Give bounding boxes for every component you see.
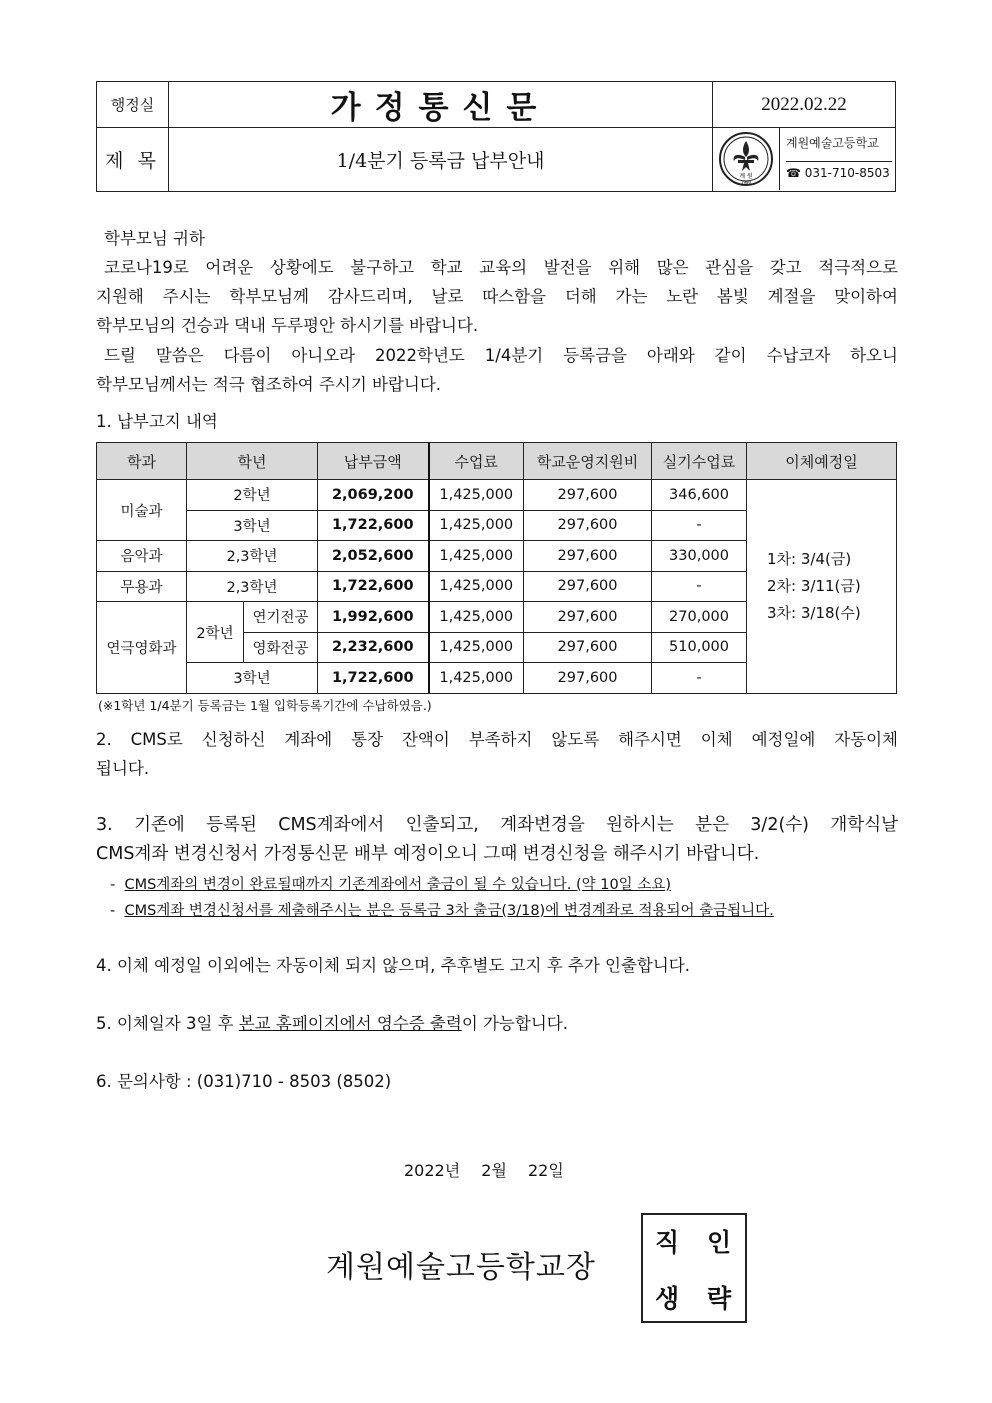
- total-cell: 1,722,600: [318, 663, 429, 694]
- support-cell: 297,600: [524, 510, 652, 541]
- subject-text: 1/4분기 등록금 납부안내: [169, 128, 713, 192]
- schedule-item: 2차: 3/11(금): [767, 576, 861, 595]
- logo-year: 1980: [740, 180, 752, 185]
- item-5: [96, 1009, 898, 1038]
- dept-cell: 연극영화과: [97, 602, 187, 694]
- item-6: 6. 문의사항 : (031)710 - 8503 (8502): [96, 1072, 392, 1091]
- paragraph-line: 학부모님께서는 적극 협조하여 주시기 바랍니다.: [96, 375, 442, 394]
- school-logo-icon: [718, 131, 774, 187]
- total-cell: 1,722,600: [318, 510, 429, 541]
- dept-cell: 미술과: [97, 480, 187, 541]
- practical-cell: 346,600: [652, 480, 747, 511]
- practical-cell: -: [652, 571, 747, 602]
- total-cell: 2,052,600: [318, 541, 429, 572]
- practical-cell: -: [652, 510, 747, 541]
- item-5-pre: 5. 이체일자 3일 후: [96, 1014, 239, 1033]
- fee-table: [96, 442, 897, 694]
- practical-cell: 270,000: [652, 602, 747, 633]
- item-5-post: 이 가능합니다.: [461, 1014, 568, 1033]
- paragraph-line: 코로나19로 어려운 상황에도 불구하고 학교 교육의 발전을 위해 많은 관심을 갖고 적극적으로: [104, 258, 898, 277]
- school-name: 계원예술고등학교: [786, 136, 879, 150]
- bullet-text: CMS계좌의 변경이 완료될때까지 기존계좌에서 출금이 될 수 있습니다. (약 10일 소요): [124, 877, 671, 893]
- paragraph-line: 드릴 말씀은 다름이 아니오라 2022학년도 1/4분기 등록금을 아래와 같이 수납코자 하오니: [104, 346, 898, 365]
- practical-cell: -: [652, 663, 747, 694]
- support-cell: 297,600: [524, 602, 652, 633]
- tuition-cell: 1,425,000: [429, 541, 524, 572]
- grade-cell: 2,3학년: [187, 571, 318, 602]
- paragraph-line: CMS계좌 변경신청서 가정통신문 배부 예정이오니 그때 변경신청을 해주시기 바랍니다.: [96, 844, 760, 864]
- col-header-schedule: 이체예정일: [747, 443, 897, 480]
- grade-cell: 2학년: [187, 602, 244, 663]
- tuition-cell: 1,425,000: [429, 571, 524, 602]
- total-cell: 2,069,200: [318, 480, 429, 511]
- total-cell: 2,232,600: [318, 632, 429, 663]
- col-header-practical: 실기수업료: [652, 443, 747, 480]
- support-cell: 297,600: [524, 571, 652, 602]
- support-cell: 297,600: [524, 663, 652, 694]
- item-2: [96, 725, 898, 783]
- col-header-support: 학교운영지원비: [524, 443, 652, 480]
- divider: [779, 128, 780, 190]
- major-cell: 영화전공: [244, 632, 318, 663]
- header-table: [96, 81, 896, 192]
- item-3-bullet-1: [110, 873, 671, 894]
- total-cell: 1,992,600: [318, 602, 429, 633]
- seal-char: 직: [655, 1228, 680, 1257]
- support-cell: 297,600: [524, 541, 652, 572]
- support-cell: 297,600: [524, 480, 652, 511]
- item-4: 4. 이체 예정일 이외에는 자동이체 되지 않으며, 추후별도 고지 후 추가 인출합니다.: [96, 956, 690, 975]
- paragraph-line: 2. CMS로 신청하신 계좌에 통장 잔액이 부족하지 않도록 해주시면 이체 예정일에 자동이체: [96, 730, 898, 749]
- principal-name: 계원예술고등학교장: [326, 1250, 596, 1285]
- table-row: [97, 480, 897, 511]
- tuition-cell: 1,425,000: [429, 632, 524, 663]
- subject-label: 제 목: [97, 128, 169, 192]
- paragraph-2: [96, 341, 898, 399]
- dept-cell: 무용과: [97, 571, 187, 602]
- paragraph-line: 3. 기존에 등록된 CMS계좌에서 인출되고, 계좌변경을 원하시는 분은 3/2(수) 개학식날: [96, 815, 898, 835]
- seal-char: 인: [707, 1228, 732, 1257]
- tuition-cell: 1,425,000: [429, 663, 524, 694]
- paragraph-line: 학부모님의 건승과 댁내 두루평안 하시기를 바랍니다.: [96, 316, 479, 335]
- col-header-total: 납부금액: [318, 443, 429, 480]
- bullet-dash: -: [110, 903, 116, 919]
- grade-cell: 3학년: [187, 510, 318, 541]
- seal-char: 생: [655, 1284, 680, 1313]
- total-cell: 1,722,600: [318, 571, 429, 602]
- major-cell: 연기전공: [244, 602, 318, 633]
- school-phone: ☎ 031-710-8503: [786, 161, 892, 184]
- paragraph-1: [96, 253, 898, 340]
- paragraph-line: 됩니다.: [96, 759, 150, 778]
- footer-date: 2022년 2월 22일: [404, 1161, 564, 1180]
- schedule-item: 3차: 3/18(수): [767, 603, 861, 622]
- document-date: 2022.02.22: [713, 82, 896, 128]
- practical-cell: 330,000: [652, 541, 747, 572]
- grade-cell: 2학년: [187, 480, 318, 511]
- dept-cell: 행정실: [97, 82, 169, 128]
- grade-cell: 2,3학년: [187, 541, 318, 572]
- col-header-dept: 학과: [97, 443, 187, 480]
- bullet-text: CMS계좌 변경신청서를 제출해주시는 분은 등록금 3차 출금(3/18)에 변경계좌로 적용되어 출금됩니다.: [124, 903, 774, 919]
- col-header-grade: 학년: [187, 443, 318, 480]
- table-note: (※1학년 1/4분기 등록금는 1월 입학등록기간에 수납하였음.): [98, 698, 432, 713]
- col-header-tuition: 수업료: [429, 443, 524, 480]
- bullet-dash: -: [110, 877, 116, 893]
- tuition-cell: 1,425,000: [429, 510, 524, 541]
- item-3: [96, 811, 898, 869]
- grade-cell: 3학년: [187, 663, 318, 694]
- homepage-receipt-link[interactable]: 본교 홈페이지에서 영수증 출력: [238, 1014, 462, 1033]
- item-3-bullet-2: [110, 899, 774, 920]
- seal-char: 략: [707, 1284, 732, 1313]
- official-seal: [641, 1213, 747, 1323]
- dept-cell: 음악과: [97, 541, 187, 572]
- logo-text: 계 원: [739, 173, 753, 180]
- tuition-cell: 1,425,000: [429, 480, 524, 511]
- section-1-heading: 1. 납부고지 내역: [96, 412, 218, 431]
- greeting: 학부모님 귀하: [104, 229, 205, 248]
- schedule-cell: [747, 480, 897, 694]
- tuition-cell: 1,425,000: [429, 602, 524, 633]
- support-cell: 297,600: [524, 632, 652, 663]
- document-title: 가정통신문: [169, 82, 713, 128]
- paragraph-line: 지원해 주시는 학부모님께 감사드리며, 날로 따스함을 더해 가는 노란 봄빛 계절을 맞이하여: [96, 287, 898, 306]
- schedule-item: 1차: 3/4(금): [767, 549, 852, 568]
- practical-cell: 510,000: [652, 632, 747, 663]
